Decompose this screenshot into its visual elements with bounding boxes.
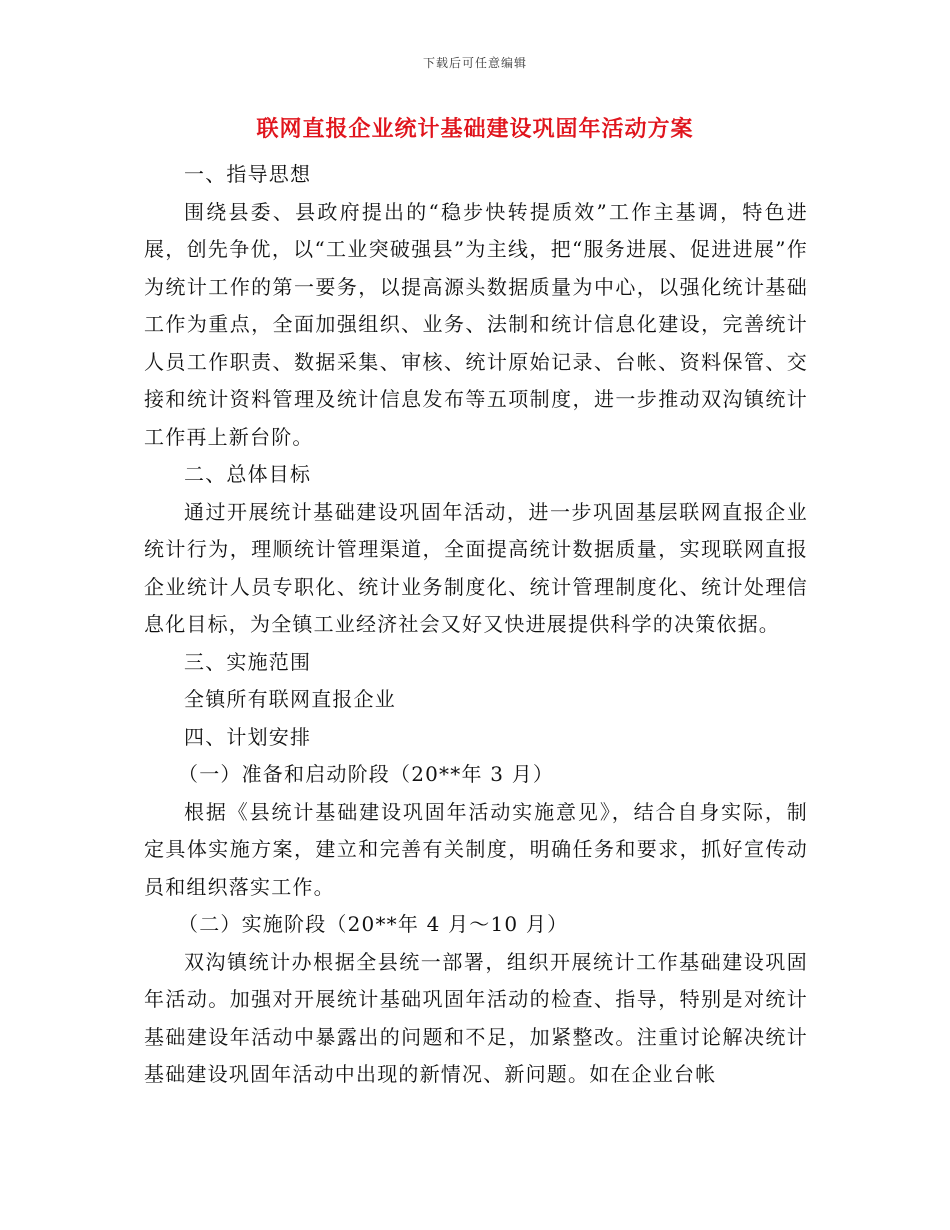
paragraph-guiding-ideology: 围绕县委、县政府提出的“稳步快转提质效”工作主基调，特色进展，创先争优，以“工业突破强县”为主线，把“服务进展、促进进展”作为统计工作的第一要务，以提高源头数据质量为中心，以强化统计基础工作为重点，全面加强组织、业务、法制和统计信息化建设，完善统计人员工作职责、数据采集、审核、统计原始记录、台帐、资料保管、交接和统计资料管理及统计信息发布等五项制度，进一步推动双沟镇统计工作再上新台阶。 bbox=[144, 199, 808, 449]
paragraph-implementation-stage: 双沟镇统计办根据全县统一部署，组织开展统计工作基础建设巩固年活动。加强对开展统计基础巩固年活动的检查、指导，特别是对统计基础建设年活动中暴露出的问题和不足，加紧整改。注重讨论解决统计基础建设巩固年活动中出现的新情况、新问题。如在企业台帐 bbox=[144, 949, 808, 1086]
paragraph-overall-goal: 通过开展统计基础建设巩固年活动，进一步巩固基层联网直报企业统计行为，理顺统计管理渠道，全面提高统计数据质量，实现联网直报企业统计人员专职化、统计业务制度化、统计管理制度化、统计处理信息化目标，为全镇工业经济社会又好又快进展提供科学的决策依据。 bbox=[144, 499, 808, 636]
document-body bbox=[144, 156, 808, 1094]
section-heading-plan: 四、计划安排 bbox=[184, 724, 312, 749]
subheading-implementation-stage: （二）实施阶段（20**年 4 月～10 月） bbox=[178, 912, 569, 936]
paragraph-preparation-stage: 根据《县统计基础建设巩固年活动实施意见》，结合自身实际，制定具体实施方案，建立和完善有关制度，明确任务和要求，抓好宣传动员和组织落实工作。 bbox=[144, 799, 808, 899]
section-heading-scope: 三、实施范围 bbox=[184, 649, 312, 674]
header-note: 下载后可任意编辑 bbox=[422, 56, 527, 70]
paragraph-scope: 全镇所有联网直报企业 bbox=[184, 687, 396, 711]
document-title: 联网直报企业统计基础建设巩固年活动方案 bbox=[256, 116, 694, 142]
subheading-preparation-stage: （一）准备和启动阶段（20**年 3 月） bbox=[178, 762, 555, 786]
section-heading-guiding-ideology: 一、指导思想 bbox=[184, 162, 312, 186]
section-heading-overall-goal: 二、总体目标 bbox=[184, 462, 312, 486]
